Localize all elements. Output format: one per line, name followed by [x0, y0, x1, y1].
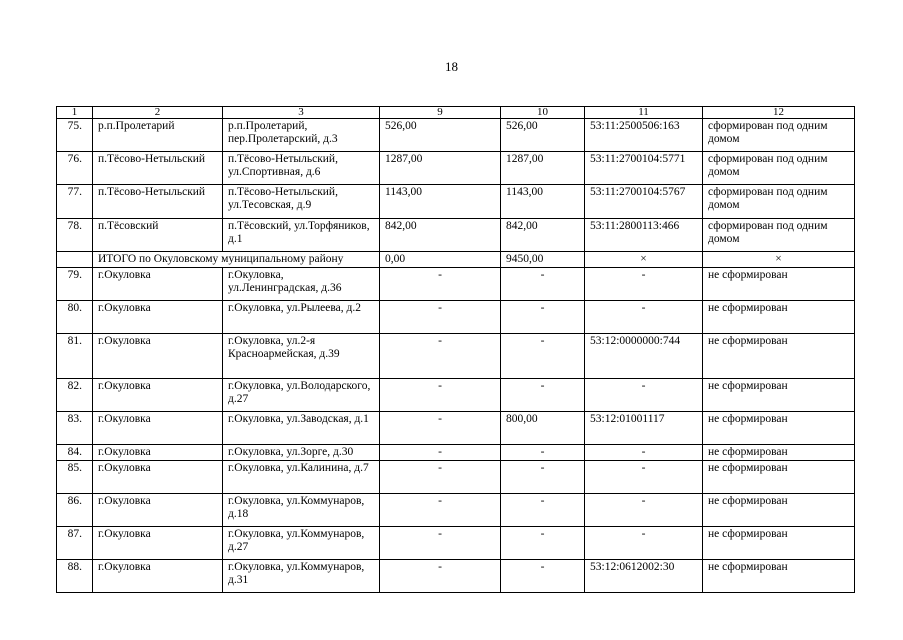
address-cell: г.Окуловка, ул.Володарского, д.27 — [223, 379, 380, 412]
address-cell: г.Окуловка, ул.2-я Красноармейская, д.39 — [223, 334, 380, 379]
area-col10-cell: - — [501, 461, 585, 494]
area-col10-cell: - — [501, 560, 585, 593]
table-row — [57, 185, 855, 219]
address-cell: г.Окуловка, ул.Коммунаров, д.18 — [223, 494, 380, 527]
table-row — [57, 152, 855, 185]
row-number: 84. — [57, 445, 93, 461]
status-cell: сформирован под одним домом — [703, 152, 855, 185]
area-col9-cell: 1143,00 — [380, 185, 501, 219]
area-col10-cell: 1143,00 — [501, 185, 585, 219]
address-cell: г.Окуловка, ул.Коммунаров, д.31 — [223, 560, 380, 593]
table-row — [57, 445, 855, 461]
area-col10-cell: - — [501, 379, 585, 412]
status-cell: не сформирован — [703, 268, 855, 301]
area-col10-cell: 842,00 — [501, 219, 585, 252]
cadastral-number-cell: 53:12:0612002:30 — [585, 560, 703, 593]
total-col12: × — [703, 252, 855, 268]
cadastral-number-cell: 53:12:01001117 — [585, 412, 703, 445]
area-col10-cell: 800,00 — [501, 412, 585, 445]
cadastral-number-cell: - — [585, 461, 703, 494]
table-row — [57, 560, 855, 593]
address-cell: г.Окуловка, ул.Заводская, д.1 — [223, 412, 380, 445]
locality-cell: г.Окуловка — [93, 461, 223, 494]
cadastral-number-cell: - — [585, 301, 703, 334]
locality-cell: р.п.Пролетарий — [93, 119, 223, 152]
area-col9-cell: - — [380, 494, 501, 527]
table-row — [57, 219, 855, 252]
locality-cell: п.Тёсово-Нетыльский — [93, 152, 223, 185]
locality-cell: п.Тёсовский — [93, 219, 223, 252]
area-col10-cell: - — [501, 445, 585, 461]
address-cell: р.п.Пролетарий, пер.Пролетарский, д.3 — [223, 119, 380, 152]
area-col9-cell: - — [380, 268, 501, 301]
row-number: 86. — [57, 494, 93, 527]
area-col10-cell: - — [501, 494, 585, 527]
row-number: 82. — [57, 379, 93, 412]
table-row — [57, 119, 855, 152]
cadastral-number-cell: 53:11:2700104:5771 — [585, 152, 703, 185]
status-cell: сформирован под одним домом — [703, 119, 855, 152]
table-row — [57, 379, 855, 412]
locality-cell: г.Окуловка — [93, 445, 223, 461]
total-empty-cell — [57, 252, 93, 268]
address-cell: п.Тёсово-Нетыльский, ул.Спортивная, д.6 — [223, 152, 380, 185]
status-cell: не сформирован — [703, 445, 855, 461]
status-cell: сформирован под одним домом — [703, 219, 855, 252]
cadastral-number-cell: - — [585, 445, 703, 461]
area-col9-cell: - — [380, 461, 501, 494]
area-col9-cell: 526,00 — [380, 119, 501, 152]
status-cell: не сформирован — [703, 494, 855, 527]
locality-cell: г.Окуловка — [93, 301, 223, 334]
area-col9-cell: - — [380, 560, 501, 593]
address-cell: г.Окуловка, ул.Зорге, д.30 — [223, 445, 380, 461]
total-col10: 9450,00 — [501, 252, 585, 268]
cadastral-number-cell: 53:11:2500506:163 — [585, 119, 703, 152]
status-cell: не сформирован — [703, 379, 855, 412]
locality-cell: г.Окуловка — [93, 379, 223, 412]
locality-cell: г.Окуловка — [93, 268, 223, 301]
area-col10-cell: - — [501, 268, 585, 301]
address-cell: п.Тёсовский, ул.Торфяников, д.1 — [223, 219, 380, 252]
cadastral-number-cell: 53:12:0000000:744 — [585, 334, 703, 379]
header-cell: 12 — [703, 107, 855, 119]
address-cell: г.Окуловка, ул.Ленинградская, д.36 — [223, 268, 380, 301]
area-col9-cell: - — [380, 412, 501, 445]
column-number-header — [57, 107, 855, 119]
area-col9-cell: 842,00 — [380, 219, 501, 252]
status-cell: не сформирован — [703, 461, 855, 494]
area-col9-cell: - — [380, 527, 501, 560]
header-cell: 2 — [93, 107, 223, 119]
area-col9-cell: - — [380, 334, 501, 379]
row-number: 81. — [57, 334, 93, 379]
table-row — [57, 461, 855, 494]
row-number: 88. — [57, 560, 93, 593]
status-cell: сформирован под одним домом — [703, 185, 855, 219]
cadastral-number-cell: 53:11:2800113:466 — [585, 219, 703, 252]
cadastral-number-cell: - — [585, 494, 703, 527]
area-col10-cell: - — [501, 527, 585, 560]
area-col10-cell: - — [501, 301, 585, 334]
table-row — [57, 334, 855, 379]
status-cell: не сформирован — [703, 412, 855, 445]
row-number: 77. — [57, 185, 93, 219]
row-number: 76. — [57, 152, 93, 185]
area-col10-cell: 526,00 — [501, 119, 585, 152]
row-number: 85. — [57, 461, 93, 494]
row-number: 79. — [57, 268, 93, 301]
status-cell: не сформирован — [703, 527, 855, 560]
total-row — [57, 252, 855, 268]
table-row — [57, 301, 855, 334]
cadastral-number-cell: 53:11:2700104:5767 — [585, 185, 703, 219]
header-cell: 1 — [57, 107, 93, 119]
cadastral-number-cell: - — [585, 268, 703, 301]
row-number: 80. — [57, 301, 93, 334]
land-registry-table — [56, 106, 855, 593]
cadastral-number-cell: - — [585, 527, 703, 560]
status-cell: не сформирован — [703, 560, 855, 593]
locality-cell: г.Окуловка — [93, 412, 223, 445]
locality-cell: п.Тёсово-Нетыльский — [93, 185, 223, 219]
cadastral-number-cell: - — [585, 379, 703, 412]
table-row — [57, 527, 855, 560]
area-col9-cell: - — [380, 379, 501, 412]
total-col9: 0,00 — [380, 252, 501, 268]
total-col11: × — [585, 252, 703, 268]
page-number: 18 — [445, 59, 458, 74]
row-number: 87. — [57, 527, 93, 560]
address-cell: г.Окуловка, ул.Калинина, д.7 — [223, 461, 380, 494]
table-row — [57, 494, 855, 527]
locality-cell: г.Окуловка — [93, 494, 223, 527]
total-label: ИТОГО по Окуловскому муниципальному району — [93, 252, 380, 268]
row-number: 78. — [57, 219, 93, 252]
locality-cell: г.Окуловка — [93, 334, 223, 379]
area-col9-cell: 1287,00 — [380, 152, 501, 185]
address-cell: п.Тёсово-Нетыльский, ул.Тесовская, д.9 — [223, 185, 380, 219]
header-cell: 10 — [501, 107, 585, 119]
header-cell: 9 — [380, 107, 501, 119]
row-number: 75. — [57, 119, 93, 152]
row-number: 83. — [57, 412, 93, 445]
area-col10-cell: 1287,00 — [501, 152, 585, 185]
address-cell: г.Окуловка, ул.Рылеева, д.2 — [223, 301, 380, 334]
status-cell: не сформирован — [703, 334, 855, 379]
locality-cell: г.Окуловка — [93, 527, 223, 560]
area-col9-cell: - — [380, 301, 501, 334]
locality-cell: г.Окуловка — [93, 560, 223, 593]
header-cell: 11 — [585, 107, 703, 119]
table-row — [57, 268, 855, 301]
status-cell: не сформирован — [703, 301, 855, 334]
area-col9-cell: - — [380, 445, 501, 461]
header-cell: 3 — [223, 107, 380, 119]
table-row — [57, 412, 855, 445]
area-col10-cell: - — [501, 334, 585, 379]
address-cell: г.Окуловка, ул.Коммунаров, д.27 — [223, 527, 380, 560]
